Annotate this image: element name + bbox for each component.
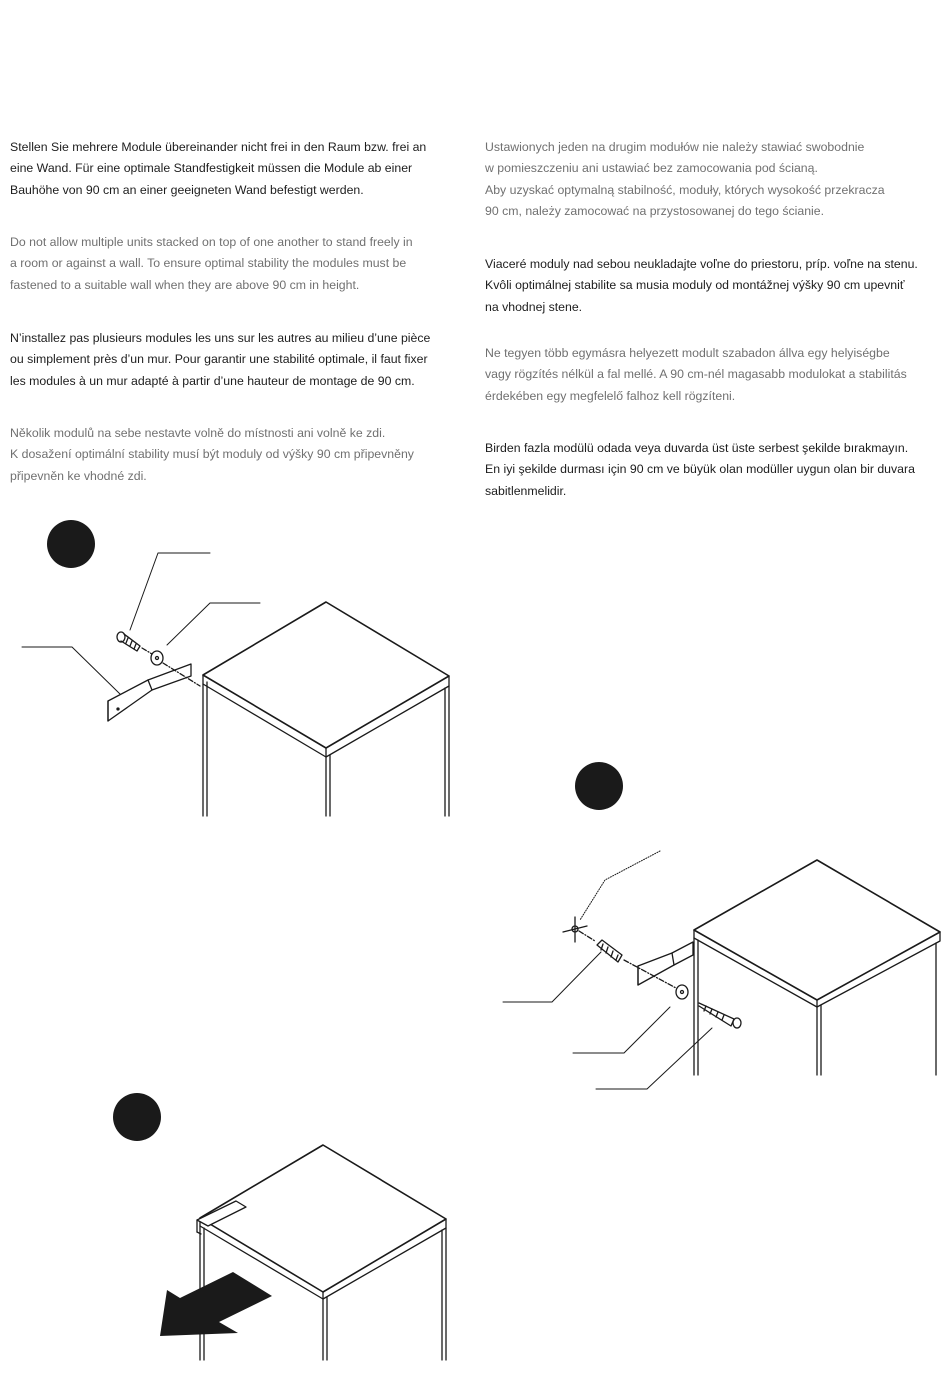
wall-plug: [597, 940, 622, 962]
text-line: na vhodnej stene.: [485, 299, 583, 314]
wall-bracket: [638, 942, 693, 985]
text-line: K dosažení optimální stability musí být moduly od výšky 90 cm připevněny: [10, 447, 414, 462]
text-line: sabitlenmelidir.: [485, 483, 567, 498]
screw: [699, 1003, 741, 1028]
step-marker: [575, 762, 623, 810]
step-marker: [113, 1093, 161, 1141]
text-line: 90 cm, należy zamocować na przystosowanej do tego ścianie.: [485, 203, 825, 218]
leader-line: [573, 1007, 670, 1053]
text-line: N’installez pas plusieurs modules les uns sur les autres au milieu d’une pièce: [10, 331, 431, 345]
cabinet: [694, 860, 940, 1075]
push-direction-arrow: [160, 1272, 272, 1336]
text-line: eine Wand. Für eine optimale Standfestigkeit müssen die Module ab einer: [10, 161, 413, 176]
cabinet: [200, 1145, 446, 1360]
text-line: Ustawionych jeden na drugim modułów nie należy stawiać swobodnie: [485, 140, 865, 154]
drill-hole-mark: [563, 917, 587, 942]
cabinet: [203, 602, 449, 816]
washer: [676, 985, 688, 999]
text-line: w pomieszczeniu ani ustawiać bez zamocowania pod ścianą.: [485, 161, 818, 176]
leader-line: [130, 553, 210, 630]
text-line: a room or against a wall. To ensure optimal stability the modules must be: [10, 256, 407, 271]
screw: [117, 632, 140, 651]
text-line: fastened to a suitable wall when they are above 90 cm in height.: [10, 277, 360, 292]
leader-line: [503, 952, 601, 1002]
text-line: Bauhöhe von 90 cm an einer geeigneten Wand befestigt werden.: [10, 182, 364, 197]
text-line: Několik modulů na sebe nestavte volně do místnosti ani volně ke zdi.: [10, 426, 386, 440]
text-line: Birden fazla modülü odada veya duvarda üst üste serbest şekilde bırakmayın.: [485, 441, 909, 455]
text-line: vagy rögzítés nélkül a fal mellé. A 90 cm-nél magasabb modulokat a stabilitás: [485, 367, 907, 382]
step-marker: [47, 520, 95, 568]
text-line: Aby uzyskać optymalną stabilność, moduły, których wysokość przekracza: [485, 182, 885, 197]
text-line: Ne tegyen több egymásra helyezett modult szabadon állva egy helyiségbe: [485, 346, 890, 360]
text-line: připevněn ke vhodné zdi.: [10, 468, 147, 483]
leader-line: [22, 647, 120, 694]
step-3-illustration: [113, 1093, 446, 1360]
text-line: Kvôli optimálnej stabilite sa musia moduly od montážnej výšky 90 cm upevniť: [485, 278, 905, 293]
leader-line: [580, 851, 660, 920]
leader-line: [167, 603, 260, 645]
text-line: érdekében egy megfelelő falhoz kell rögzíteni.: [485, 388, 736, 403]
text-line: ou simplement près d’un mur. Pour garantir une stabilité optimale, il faut fixer: [10, 352, 428, 367]
step-1-illustration: [22, 520, 449, 816]
text-line: Viaceré moduly nad sebou neukladajte voľne do priestoru, príp. voľne na stenu.: [485, 257, 918, 271]
text-line: les modules à un mur adapté à partir d’une hauteur de montage de 90 cm.: [10, 373, 415, 388]
text-line: Stellen Sie mehrere Module übereinander nicht frei in den Raum bzw. frei an: [10, 140, 427, 154]
text-line: En iyi şekilde durması için 90 cm ve büyük olan modüller uygun olan bir duvara: [485, 462, 915, 477]
washer: [151, 651, 163, 665]
step-2-illustration: [503, 762, 940, 1089]
text-line: Do not allow multiple units stacked on top of one another to stand freely in: [10, 235, 413, 249]
